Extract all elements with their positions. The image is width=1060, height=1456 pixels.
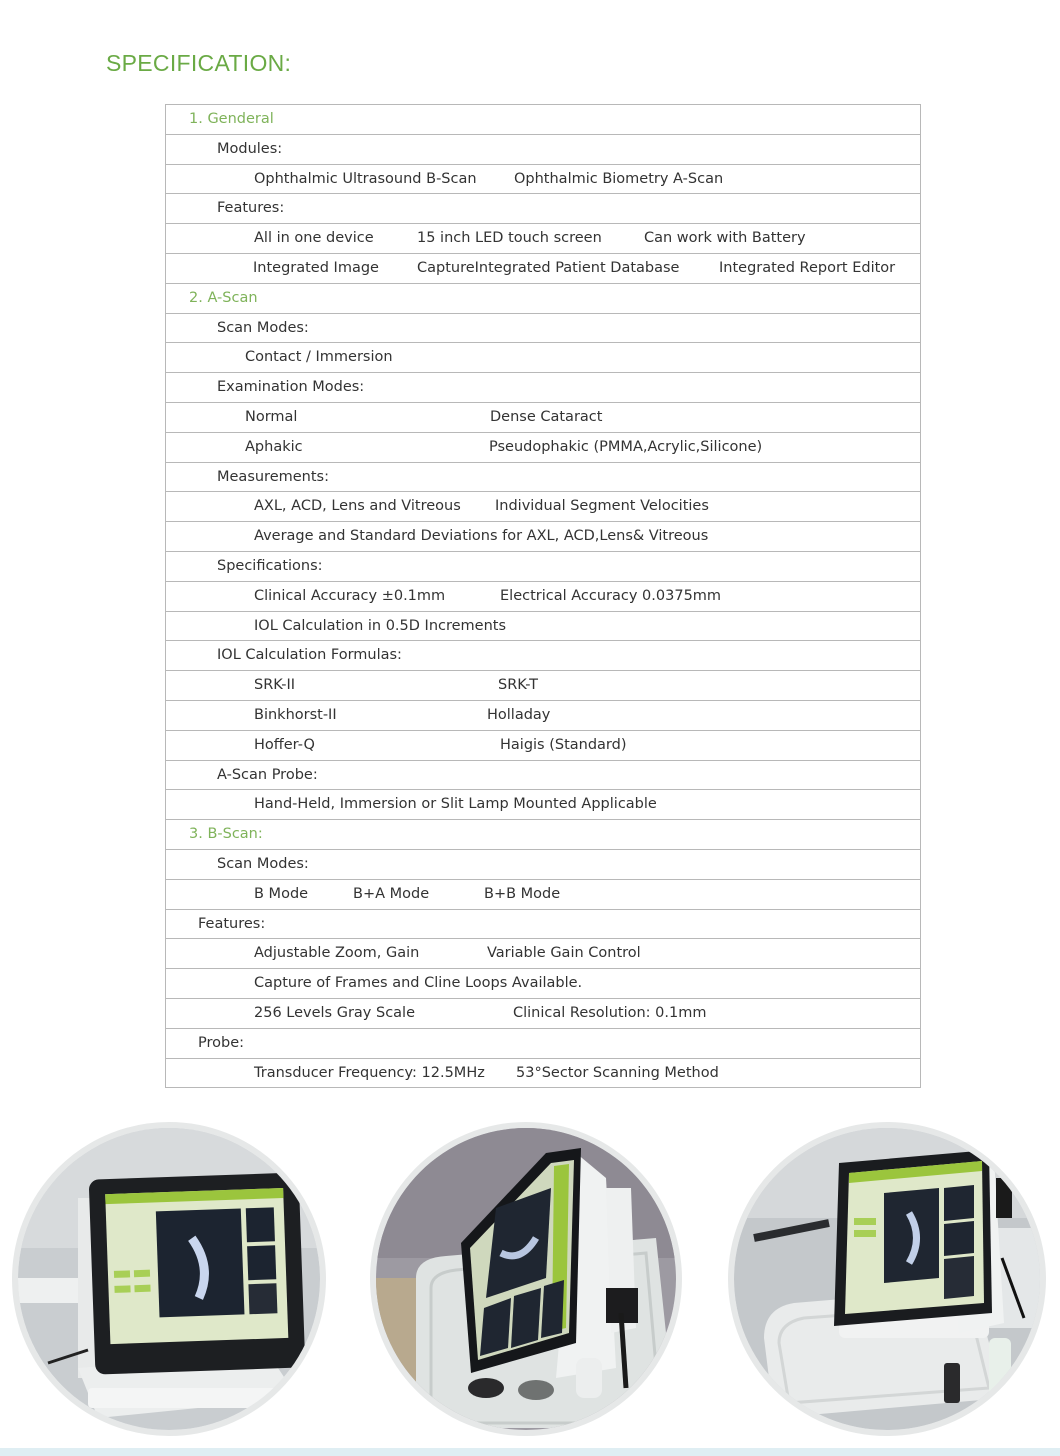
spec-item-row [166, 612, 920, 642]
device-front-view-illustration [18, 1128, 320, 1430]
category-label: Examination Modes: [217, 379, 365, 396]
spec-item-row [166, 582, 920, 612]
spec-value: 256 Levels Gray Scale [254, 1004, 416, 1021]
spec-item-row [166, 731, 920, 761]
category-label-row [166, 761, 920, 791]
category-label-row [166, 1029, 920, 1059]
spec-value: Integrated Report Editor [719, 259, 896, 276]
category-label: Modules: [217, 140, 283, 157]
category-label: Measurements: [217, 468, 329, 485]
spec-item-row [166, 343, 920, 373]
category-label: A-Scan Probe: [217, 766, 318, 783]
section-heading: 1. Genderal [189, 111, 274, 127]
spec-value: B+B Mode [484, 885, 561, 902]
spec-item-row [166, 999, 920, 1029]
spec-value: Individual Segment Velocities [495, 498, 709, 515]
spec-value: Clinical Accuracy ±0.1mm [254, 587, 446, 604]
spec-value: AXL, ACD, Lens and Vitreous [254, 498, 461, 515]
spec-value: B Mode [254, 885, 309, 902]
spec-item-row [166, 224, 920, 254]
spec-item-row [166, 165, 920, 195]
category-label: Scan Modes: [217, 855, 309, 872]
device-side-view-illustration [376, 1128, 676, 1430]
spec-item-row [166, 880, 920, 910]
spec-value: Pseudophakic (PMMA,Acrylic,Silicone) [489, 438, 763, 455]
spec-value: CaptureIntegrated Patient Database [417, 259, 680, 276]
spec-value: Clinical Resolution: 0.1mm [513, 1004, 707, 1021]
spec-value: Contact / Immersion [245, 349, 393, 366]
spec-item-row [166, 969, 920, 999]
spec-item-row [166, 403, 920, 433]
spec-value: Dense Cataract [490, 408, 603, 425]
category-label: Scan Modes: [217, 319, 309, 336]
bottom-band [0, 1448, 1060, 1456]
spec-value: Ophthalmic Biometry A-Scan [514, 170, 724, 187]
category-label-row [166, 850, 920, 880]
spec-value: SRK-T [498, 677, 539, 694]
spec-value: SRK-II [254, 677, 296, 694]
category-label-row [166, 910, 920, 940]
spec-item-row [166, 254, 920, 284]
category-label-row [166, 135, 920, 165]
category-label-row [166, 314, 920, 344]
specification-table [165, 104, 921, 1088]
spec-value: Electrical Accuracy 0.0375mm [500, 587, 722, 604]
device-cart-view-photo [728, 1122, 1046, 1436]
spec-item-row [166, 433, 920, 463]
spec-value: Normal [245, 408, 298, 425]
spec-value: 53°Sector Scanning Method [516, 1064, 719, 1081]
spec-item-row [166, 790, 920, 820]
device-front-view-photo [12, 1122, 326, 1436]
section-heading-row [166, 105, 920, 135]
device-side-view-photo [370, 1122, 682, 1436]
spec-value: Transducer Frequency: 12.5MHz [254, 1064, 485, 1081]
category-label-row [166, 194, 920, 224]
category-label-row [166, 463, 920, 493]
section-heading: 3. B-Scan: [189, 826, 263, 843]
spec-item-row [166, 939, 920, 969]
spec-value: Hoffer-Q [254, 736, 315, 753]
category-label: Probe: [198, 1034, 245, 1051]
spec-value: Can work with Battery [644, 230, 806, 247]
spec-value: Holladay [487, 706, 551, 723]
section-heading-row [166, 820, 920, 850]
spec-item-row [166, 701, 920, 731]
category-label-row [166, 641, 920, 671]
spec-value: Capture of Frames and Cline Loops Available. [254, 975, 583, 992]
spec-value: Average and Standard Deviations for AXL, ACD,Lens& Vitreous [254, 528, 709, 545]
device-cart-view-illustration [734, 1128, 1040, 1430]
spec-value: Hand-Held, Immersion or Slit Lamp Mounted Applicable [254, 796, 657, 813]
category-label-row [166, 552, 920, 582]
category-label: Features: [217, 200, 285, 217]
section-heading: 2. A-Scan [189, 289, 258, 306]
page-title: SPECIFICATION: [106, 50, 292, 76]
spec-value: 15 inch LED touch screen [417, 230, 602, 247]
spec-value: Binkhorst-II [254, 706, 337, 723]
spec-value: Adjustable Zoom, Gain [254, 945, 420, 962]
category-label-row [166, 373, 920, 403]
spec-value: Variable Gain Control [487, 945, 641, 962]
category-label: Specifications: [217, 557, 323, 574]
spec-value: B+A Mode [353, 885, 430, 902]
category-label: Features: [198, 915, 266, 932]
spec-value: Ophthalmic Ultrasound B-Scan [254, 170, 477, 187]
spec-value: IOL Calculation in 0.5D Increments [254, 617, 507, 634]
spec-value: Aphakic [245, 438, 303, 455]
spec-value: All in one device [254, 230, 374, 247]
category-label: IOL Calculation Formulas: [217, 647, 402, 664]
product-photos [0, 1110, 1060, 1456]
spec-item-row [166, 1059, 920, 1089]
section-heading-row [166, 284, 920, 314]
spec-value: Haigis (Standard) [500, 736, 627, 753]
spec-item-row [166, 671, 920, 701]
spec-item-row [166, 492, 920, 522]
spec-item-row [166, 522, 920, 552]
spec-value: Integrated Image [253, 259, 379, 276]
